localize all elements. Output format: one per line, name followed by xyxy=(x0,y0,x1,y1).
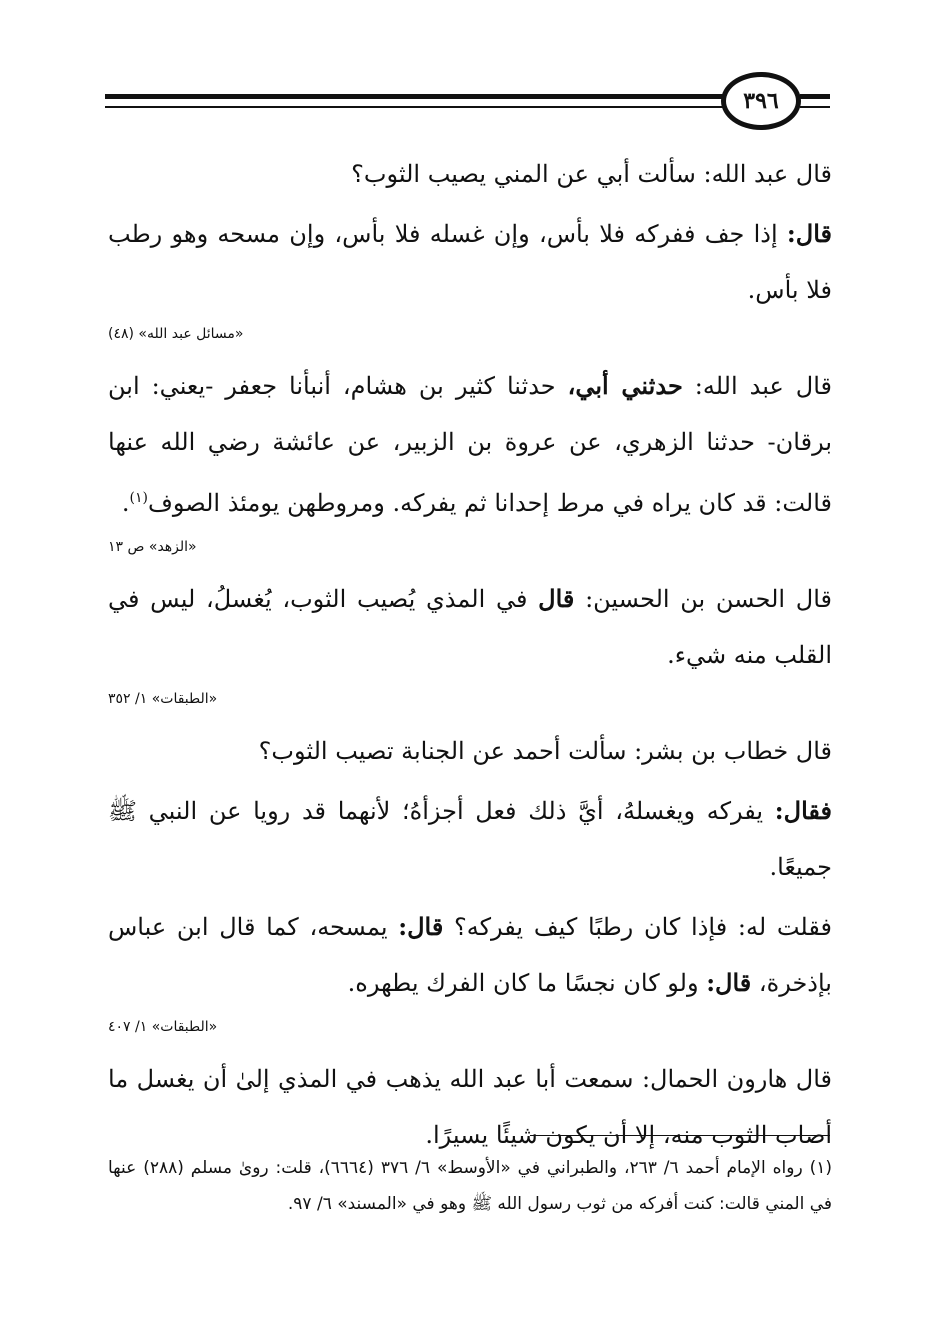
header-rule-left xyxy=(105,94,723,108)
bold-lead: قال: xyxy=(786,219,832,248)
bold-phrase: حدثني أبي، xyxy=(567,371,683,400)
paragraph-text: قال عبد الله: سألت أبي عن المني يصيب الثوب؟ xyxy=(351,160,832,188)
paragraph-2 xyxy=(108,206,832,318)
main-text xyxy=(108,146,832,1167)
paragraph-text: قال هارون الحمال: سمعت أبا عبد الله يذهب في المذي إلىٰ أن يغسل ما أصاب الثوب منه، إلا أن يكون شيئًا يسيرًا. xyxy=(108,1065,832,1149)
source-citation: «الطبقات» ١/ ٤٠٧ xyxy=(108,1019,218,1035)
bold-lead: فقال: xyxy=(774,796,832,825)
footnote-number: (١) xyxy=(809,1158,832,1178)
paragraph-8 xyxy=(108,1051,832,1163)
paragraph-6 xyxy=(108,783,832,895)
paragraph-7 xyxy=(108,899,832,1011)
footnote-separator xyxy=(530,1135,830,1136)
header-rule-right xyxy=(800,94,830,108)
bold-phrase: قال: xyxy=(398,912,444,941)
paragraph-end: . xyxy=(121,489,130,517)
footnote xyxy=(108,1150,832,1222)
paragraph-text: يفركه ويغسلهُ، أيَّ ذلك فعل أجزأهُ؛ لأنهما قد رويا عن النبي ﷺ جميعًا. xyxy=(108,797,832,881)
bold-phrase: قال: xyxy=(706,968,752,997)
page-number-ring xyxy=(721,72,801,130)
source-citation: «مسائل عبد الله» (٤٨) xyxy=(108,326,244,342)
paragraph-text: حدثنا كثير بن هشام، أنبأنا جعفر -يعني: ابن برقان- حدثنا الزهري، عن عروة بن الزبير، عن عائشة رضي الله عنها قالت: قد كان يراه في مرط إحدانا ثم يفركه. ومروطهن يومئذ الصوف xyxy=(108,372,832,517)
bold-phrase: قال xyxy=(538,584,575,613)
paragraph-3 xyxy=(108,358,832,531)
paragraph-5 xyxy=(108,723,832,779)
footnote-text: رواه الإمام أحمد ٦/ ٢٦٣، والطبراني في «الأوسط» ٦/ ٣٧٦ (٦٦٦٤)، قلت: روىٰ مسلم (٢٨٨) عنها في المني قالت: كنت أفركه من ثوب رسول الله ﷺ وهو في «المسند» ٦/ ٩٧. xyxy=(108,1158,832,1214)
source-citation: «الزهد» ص ١٣ xyxy=(108,539,197,555)
footnote-mark[interactable]: (١) xyxy=(129,490,148,506)
source-citation: «الطبقات» ١/ ٣٥٢ xyxy=(108,691,218,707)
paragraph-1 xyxy=(108,146,832,202)
paragraph-text: قال خطاب بن بشر: سألت أحمد عن الجنابة تصيب الثوب؟ xyxy=(258,737,832,765)
paragraph-text: في المذي يُصيب الثوب، يُغسلُ، ليس في القلب منه شيء. xyxy=(108,585,832,669)
paragraph-text: ولو كان نجسًا ما كان الفرك يطهره. xyxy=(347,969,707,997)
paragraph-text: يمسحه، كما قال ابن عباس بإذخرة، xyxy=(108,913,832,997)
paragraph-text: فقلت له: فإذا كان رطبًا كيف يفركه؟ xyxy=(443,913,832,941)
page-number: ٣٩٦ xyxy=(743,88,779,114)
paragraph-4 xyxy=(108,571,832,683)
paragraph-text: إذا جف ففركه فلا بأس، وإن غسله فلا بأس، وإن مسحه وهو رطب فلا بأس. xyxy=(108,220,832,304)
paragraph-text: قال عبد الله: xyxy=(682,372,833,400)
paragraph-text: قال الحسن بن الحسين: xyxy=(574,585,832,613)
